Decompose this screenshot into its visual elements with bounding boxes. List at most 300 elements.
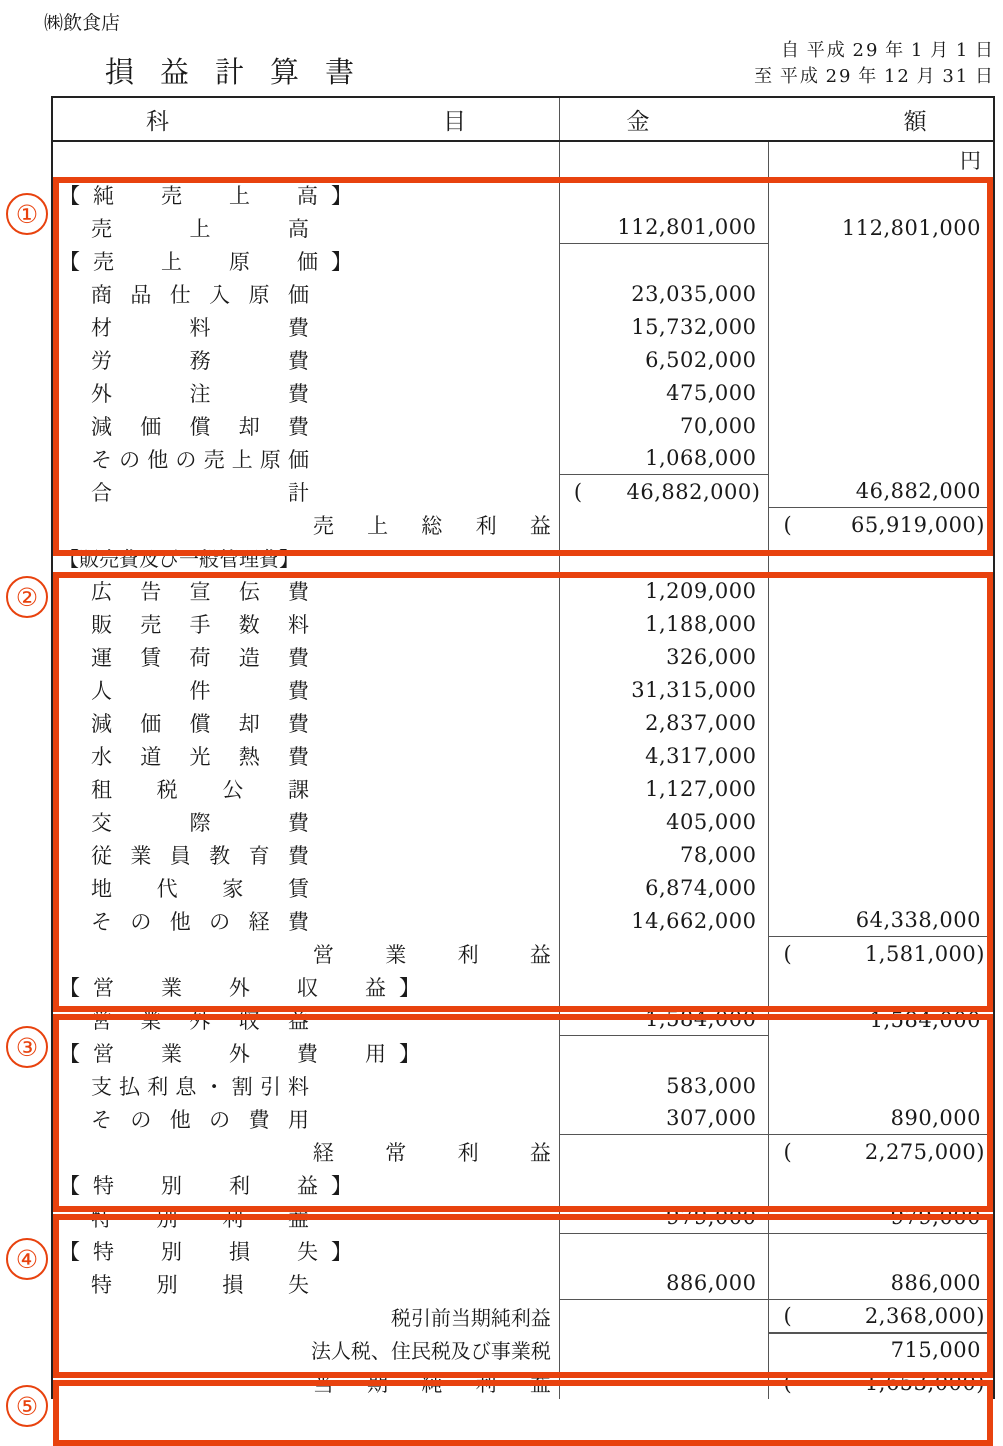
row-label-cell: [53, 673, 559, 706]
amount-subtotal: [560, 739, 769, 772]
amount-total-cell: [768, 1069, 993, 1102]
header-amount-char-b: 額: [903, 108, 927, 135]
amount-subtotal-value: 6,502,000: [645, 347, 757, 372]
row-label-cell: [53, 871, 559, 904]
row-label: 材 料 費: [91, 315, 309, 340]
table-row: [53, 673, 993, 706]
paren-open: (: [783, 941, 793, 966]
row-label-cell: [53, 1168, 559, 1201]
table-row: [53, 1003, 993, 1036]
amount-subtotal: [560, 277, 769, 310]
row-label: 【純 売 上 高】: [59, 183, 365, 208]
row-label-cell: [53, 1267, 559, 1300]
amount-subtotal-value: 583,000: [666, 1073, 757, 1098]
table-row: [53, 1234, 993, 1267]
paren-open: (: [783, 1139, 793, 1164]
row-label: 特 別 利 益: [91, 1206, 309, 1231]
period-to-day-unit: 日: [975, 66, 995, 87]
row-label-cell: [53, 640, 559, 673]
row-label-cell: [53, 772, 559, 805]
amount-subtotal-cell: [559, 739, 769, 772]
unit-row-amount1-cell: [559, 142, 769, 178]
row-label-cell: [53, 376, 559, 409]
amount-subtotal-value: 475,000: [666, 380, 757, 405]
table-row: [53, 475, 993, 508]
amount-subtotal-cell: [559, 1168, 769, 1201]
row-label: 交 際 費: [91, 810, 309, 835]
amount-total-value: 1,584,000: [869, 1007, 981, 1032]
row-label: そ の 他 の 売 上 原 価: [91, 447, 309, 472]
amount-subtotal: [560, 1069, 769, 1102]
amount-total-cell: [768, 805, 993, 838]
unit-row: [53, 142, 993, 178]
amount-subtotal-cell: [559, 409, 769, 442]
income-statement-table: [51, 96, 995, 1399]
row-label-cell: [53, 838, 559, 871]
amount-subtotal-cell: [559, 1300, 769, 1333]
amount-subtotal: [560, 673, 769, 706]
paren-open: (: [783, 512, 793, 537]
row-label-cell: [53, 1036, 559, 1069]
table-row: [53, 1201, 993, 1234]
row-label: 労 務 費: [91, 348, 309, 373]
period-to-era: 平成: [779, 66, 820, 87]
table-row: [53, 310, 993, 343]
amount-total-cell: [768, 607, 993, 640]
table-row: [53, 871, 993, 904]
amount-subtotal-cell: [559, 904, 769, 937]
header-item-char-a: 科: [145, 108, 169, 135]
row-label: 営 業 利 益: [312, 942, 551, 967]
row-label-cell: [53, 805, 559, 838]
amount-subtotal-cell: [559, 1102, 769, 1135]
row-label: 人 件 費: [91, 678, 309, 703]
row-label: 減 価 償 却 費: [91, 711, 309, 736]
amount-total-cell: [768, 310, 993, 343]
amount-subtotal-cell: [559, 310, 769, 343]
row-label: 水 道 光 熱 費: [91, 744, 309, 769]
table-row: [53, 244, 993, 277]
amount-total: [769, 508, 993, 541]
unit-row-item-cell: [53, 142, 559, 178]
amount-subtotal-value: 70,000: [680, 413, 757, 438]
section-marker-1: ①: [6, 193, 48, 235]
row-label-cell: [53, 343, 559, 376]
table-row: [53, 607, 993, 640]
row-label: 当 期 純 利 益: [312, 1371, 551, 1396]
amount-total-cell: [768, 937, 993, 970]
amount-total-cell: [768, 574, 993, 607]
amount-subtotal-value: 1,068,000: [645, 446, 757, 470]
period-from-era: 平成: [806, 40, 847, 61]
table-row: [53, 838, 993, 871]
paren-open: (: [783, 1304, 793, 1328]
amount-total-cell: [768, 1267, 993, 1300]
amount-total: [769, 1267, 993, 1299]
section-marker-4: ④: [6, 1238, 48, 1280]
amount-subtotal-cell: [559, 343, 769, 376]
amount-total-cell: [768, 277, 993, 310]
row-label-cell: [53, 574, 559, 607]
row-label: 地 代 家 賃: [91, 876, 309, 901]
amount-total-value: 1,653,000: [864, 1370, 977, 1395]
row-label-cell: [53, 706, 559, 739]
paren-close: ): [976, 941, 985, 966]
row-label-cell: [53, 937, 559, 970]
amount-subtotal-value: 1,127,000: [645, 776, 757, 801]
amount-total: [769, 1300, 993, 1332]
row-label-cell: [53, 475, 559, 508]
row-label: 商 品 仕 入 原 価: [91, 282, 309, 307]
amount-total-value: 886,000: [890, 1271, 981, 1295]
amount-subtotal-value: 14,662,000: [631, 908, 757, 933]
table-row: [53, 409, 993, 442]
amount-total-cell: [768, 244, 993, 277]
period-to-prefix: 至: [754, 66, 775, 87]
amount-total-value: 2,275,000: [864, 1139, 977, 1164]
amount-subtotal-cell: [559, 1036, 769, 1069]
amount-subtotal: [560, 640, 769, 673]
amount-subtotal-value: 886,000: [666, 1271, 757, 1295]
period-to-month-unit: 月: [916, 66, 937, 87]
row-label-cell: [53, 1366, 559, 1399]
amount-total-value: 46,882,000: [855, 479, 981, 503]
amount-subtotal-value: 4,317,000: [645, 743, 757, 768]
table-row: [53, 343, 993, 376]
period-from-line: [754, 38, 995, 64]
amount-subtotal-cell: [559, 475, 769, 508]
amount-subtotal: [560, 211, 769, 243]
amount-subtotal-cell: [559, 541, 769, 574]
amount-subtotal: [560, 310, 769, 343]
amount-subtotal-cell: [559, 244, 769, 277]
row-label: 営 業 外 収 益: [91, 1008, 309, 1033]
paren-close: ): [751, 479, 761, 504]
period-to-month: 12: [883, 66, 911, 87]
row-label-cell: [53, 970, 559, 1003]
amount-subtotal: [560, 838, 769, 871]
paren-close: ): [976, 1304, 985, 1328]
amount-subtotal: [560, 376, 769, 409]
period-to-day: 31: [942, 66, 970, 87]
amount-total: [769, 1201, 993, 1233]
amount-subtotal-value: 46,882,000: [626, 479, 752, 504]
amount-subtotal-cell: [559, 376, 769, 409]
row-label-cell: [53, 1069, 559, 1102]
amount-total: [769, 1366, 993, 1399]
table-row: [53, 508, 993, 541]
amount-total-value: 64,338,000: [855, 908, 981, 932]
amount-subtotal: [560, 343, 769, 376]
amount-subtotal: [560, 607, 769, 640]
row-label-cell: [53, 409, 559, 442]
amount-total: [769, 1102, 993, 1134]
amount-subtotal-value: 23,035,000: [631, 281, 757, 306]
page-title: 損益計算書: [105, 55, 381, 89]
amount-total: [769, 211, 993, 244]
amount-subtotal-value: 1,209,000: [645, 578, 757, 603]
amount-subtotal-cell: [559, 1366, 769, 1399]
table-row: [53, 706, 993, 739]
amount-subtotal: [560, 772, 769, 805]
row-label-cell: [53, 1003, 559, 1036]
table-row: [53, 970, 993, 1003]
table-row: [53, 640, 993, 673]
row-label: 【売 上 原 価】: [59, 249, 365, 274]
amount-subtotal-cell: [559, 1135, 769, 1168]
amount-total-cell: [768, 1300, 993, 1333]
amount-subtotal-value: 112,801,000: [617, 215, 757, 239]
amount-subtotal: [560, 1102, 769, 1134]
amount-total-cell: [768, 706, 993, 739]
amount-total-cell: [768, 1201, 993, 1234]
amount-total-cell: [768, 343, 993, 376]
amount-subtotal-cell: [559, 805, 769, 838]
paren-close: ): [976, 1370, 985, 1395]
amount-subtotal: [560, 409, 769, 442]
amount-subtotal-cell: [559, 937, 769, 970]
amount-total-cell: [768, 178, 993, 211]
amount-total-cell: [768, 508, 993, 541]
amount-total-cell: [768, 970, 993, 1003]
amount-subtotal-cell: [559, 277, 769, 310]
row-label-cell: [53, 277, 559, 310]
amount-subtotal-value: 1,188,000: [645, 611, 757, 636]
amount-subtotal: [560, 706, 769, 739]
period-to-year-unit: 年: [858, 66, 879, 87]
table-row: [53, 541, 993, 574]
amount-total-cell: [768, 838, 993, 871]
amount-subtotal: [560, 871, 769, 904]
amount-subtotal: [560, 904, 769, 937]
amount-subtotal-value: 1,584,000: [645, 1007, 757, 1031]
period-from-month-unit: 月: [930, 40, 951, 61]
row-label: 支 払 利 息 ・ 割 引 料: [91, 1074, 309, 1099]
table-row: [53, 1333, 993, 1366]
amount-subtotal-cell: [559, 871, 769, 904]
amount-total-value: 2,368,000: [864, 1304, 977, 1328]
table-row: [53, 277, 993, 310]
amount-subtotal-cell: [559, 706, 769, 739]
amount-total-cell: [768, 1333, 993, 1366]
row-label: 外 注 費: [91, 381, 309, 406]
amount-total-cell: [768, 376, 993, 409]
row-label: 【営 業 外 費 用】: [59, 1041, 433, 1066]
amount-total: [769, 1003, 993, 1036]
header-cell-item: [53, 98, 559, 140]
amount-subtotal-value: 31,315,000: [631, 677, 757, 702]
amount-total: [769, 1334, 993, 1366]
amount-total-cell: [768, 871, 993, 904]
table-body: [53, 178, 993, 1399]
period-to-year: 29: [825, 66, 853, 87]
amount-total-cell: [768, 1234, 993, 1267]
row-label: 売 上 総 利 益: [312, 513, 551, 538]
amount-total-cell: [768, 1168, 993, 1201]
amount-subtotal-cell: [559, 1201, 769, 1234]
amount-total-cell: [768, 1135, 993, 1168]
row-label: 租 税 公 課: [91, 777, 309, 802]
table-row: [53, 574, 993, 607]
amount-subtotal-cell: [559, 1069, 769, 1102]
row-label: そ の 他 の 費 用: [91, 1107, 309, 1132]
paren-open: (: [573, 479, 583, 504]
amount-subtotal-value: 307,000: [666, 1106, 757, 1130]
table-row: [53, 1168, 993, 1201]
table-row: [53, 937, 993, 970]
amount-subtotal-cell: [559, 211, 769, 244]
row-label-cell: [53, 1102, 559, 1135]
paren-close: ): [976, 512, 985, 537]
amount-subtotal-cell: [559, 1267, 769, 1300]
row-label-cell: [53, 1300, 559, 1333]
amount-subtotal-cell: [559, 673, 769, 706]
row-label-cell: [53, 541, 559, 574]
amount-subtotal-value: 979,000: [666, 1205, 757, 1229]
table-row: [53, 904, 993, 937]
amount-subtotal-cell: [559, 178, 769, 211]
row-label: 【特 別 損 失】: [59, 1239, 365, 1264]
amount-subtotal: [560, 574, 769, 607]
table-row: [53, 1300, 993, 1333]
row-label-cell: [53, 310, 559, 343]
row-label-cell: [53, 1234, 559, 1267]
amount-total-cell: [768, 640, 993, 673]
section-marker-3: ③: [6, 1026, 48, 1068]
row-label-cell: [53, 904, 559, 937]
amount-subtotal-cell: [559, 607, 769, 640]
amount-subtotal: [560, 1267, 769, 1299]
period-from-day: 1: [955, 40, 970, 61]
row-label-cell: [53, 1201, 559, 1234]
amount-subtotal: [560, 1201, 769, 1233]
amount-total-cell: [768, 772, 993, 805]
amount-subtotal-value: 405,000: [666, 809, 757, 834]
row-label-cell: [53, 244, 559, 277]
amount-total: [769, 937, 993, 970]
row-label-cell: [53, 442, 559, 475]
row-label-cell: [53, 1333, 559, 1366]
amount-total-cell: [768, 1366, 993, 1399]
currency-unit-yen: 円: [960, 149, 981, 173]
row-label-cell: [53, 607, 559, 640]
row-label: 合 計: [91, 480, 309, 505]
row-label-cell: [53, 178, 559, 211]
amount-total-cell: [768, 211, 993, 244]
paren-close: ): [976, 1139, 985, 1164]
amount-subtotal-cell: [559, 1333, 769, 1366]
amount-subtotal-value: 326,000: [666, 644, 757, 669]
amount-total-cell: [768, 904, 993, 937]
table-row: [53, 1267, 993, 1300]
row-label: 減 価 償 却 費: [91, 414, 309, 439]
amount-total-cell: [768, 1102, 993, 1135]
row-label: 売 上 高: [91, 216, 309, 241]
period-from-day-unit: 日: [975, 40, 995, 61]
header-item-char-b: 目: [442, 108, 466, 135]
table-row: [53, 211, 993, 244]
header-amount-char-a: 金: [626, 108, 650, 135]
amount-subtotal-value: 2,837,000: [645, 710, 757, 735]
row-label: 広 告 宣 伝 費: [91, 579, 309, 604]
section-marker-5: ⑤: [6, 1385, 48, 1427]
row-label: 【販売費及び一般管理費】: [59, 547, 299, 571]
accounting-period: [754, 38, 995, 90]
unit-row-amount2-cell: [768, 142, 993, 178]
amount-total-cell: [768, 1036, 993, 1069]
amount-total-cell: [768, 475, 993, 508]
row-label-cell: [53, 508, 559, 541]
amount-subtotal-cell: [559, 970, 769, 1003]
amount-subtotal: [560, 805, 769, 838]
amount-subtotal-cell: [559, 1003, 769, 1036]
amount-subtotal-value: 78,000: [680, 842, 757, 867]
table-row: [53, 1069, 993, 1102]
table-row: [53, 739, 993, 772]
company-name: ㈱飲食店: [44, 12, 121, 34]
period-from-month: 1: [910, 40, 925, 61]
row-label-cell: [53, 739, 559, 772]
section-marker-2: ②: [6, 576, 48, 618]
table-row: [53, 376, 993, 409]
table-header-row: [53, 96, 993, 142]
table-row: [53, 178, 993, 211]
amount-total-value: 65,919,000: [851, 512, 977, 537]
row-label: 従 業 員 教 育 費: [91, 843, 309, 868]
row-label: 特 別 損 失: [91, 1272, 309, 1297]
amount-subtotal: [560, 442, 769, 474]
period-from-year: 29: [852, 40, 880, 61]
table-row: [53, 442, 993, 475]
table-row: [53, 772, 993, 805]
paren-open: (: [783, 1370, 793, 1395]
row-label: 運 賃 荷 造 費: [91, 645, 309, 670]
table-row: [53, 1036, 993, 1069]
row-label: 税引前当期純利益: [390, 1306, 551, 1330]
amount-total-value: 1,581,000: [864, 941, 977, 966]
table-row: [53, 1102, 993, 1135]
amount-total-value: 890,000: [890, 1106, 981, 1130]
row-label-cell: [53, 1135, 559, 1168]
amount-total: [769, 1135, 993, 1168]
amount-subtotal-value: 15,732,000: [631, 314, 757, 339]
amount-subtotal: [560, 1003, 769, 1035]
amount-total-value: 112,801,000: [841, 215, 981, 240]
amount-subtotal-cell: [559, 442, 769, 475]
header-cell-amount: [559, 98, 993, 140]
period-from-year-unit: 年: [885, 40, 906, 61]
amount-total-value: 979,000: [890, 1205, 981, 1229]
amount-subtotal: [560, 475, 769, 508]
amount-total-cell: [768, 409, 993, 442]
table-row: [53, 1135, 993, 1168]
row-label: 販 売 手 数 料: [91, 612, 309, 637]
row-label-cell: [53, 211, 559, 244]
amount-total-cell: [768, 442, 993, 475]
amount-subtotal-cell: [559, 574, 769, 607]
amount-subtotal-cell: [559, 838, 769, 871]
period-to-line: [754, 64, 995, 90]
amount-subtotal-cell: [559, 640, 769, 673]
row-label: 【特 別 利 益】: [59, 1173, 365, 1198]
amount-total-cell: [768, 673, 993, 706]
amount-total-cell: [768, 1003, 993, 1036]
amount-total: [769, 475, 993, 507]
amount-subtotal-cell: [559, 772, 769, 805]
amount-subtotal-cell: [559, 1234, 769, 1267]
amount-total-cell: [768, 739, 993, 772]
row-label: 経 常 利 益: [312, 1140, 551, 1165]
